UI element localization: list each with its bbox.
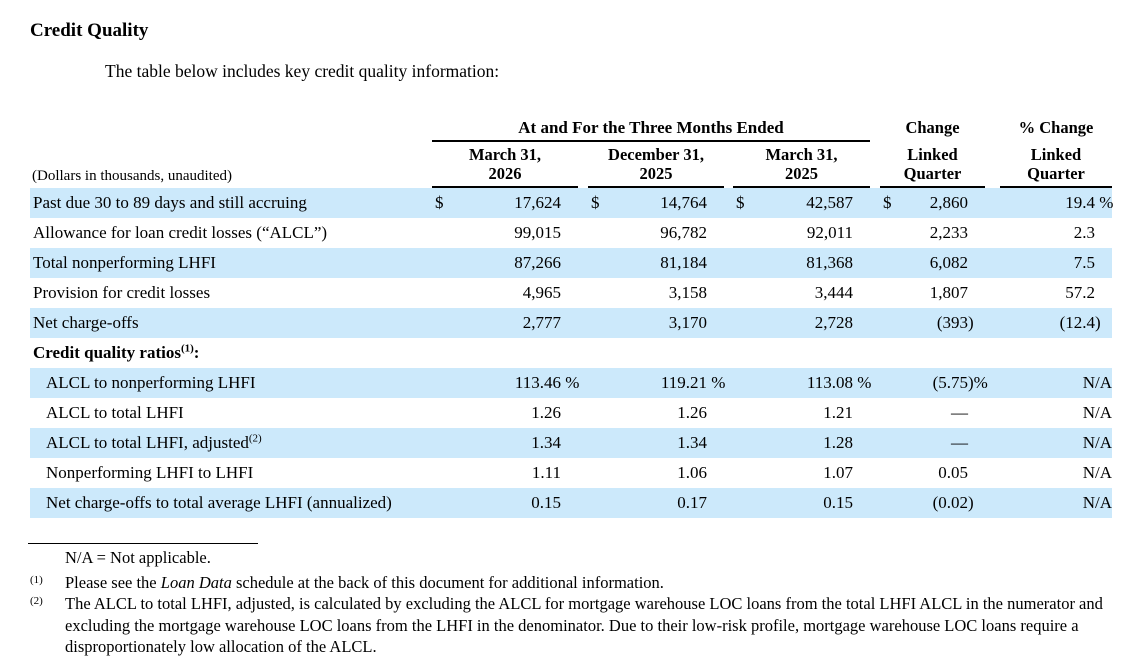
row-label-text: ALCL to total LHFI: [46, 403, 184, 422]
cell-suffix: [968, 428, 985, 458]
currency-symbol: [588, 398, 606, 428]
column-header-mar-2026: March 31, 2026: [432, 145, 578, 188]
cell-suffix: [561, 488, 578, 518]
value-cell: [588, 308, 724, 338]
cell-value: 0.15: [823, 493, 853, 512]
value-cell: [1000, 398, 1112, 428]
cell-value: 1.11: [531, 463, 561, 482]
cell-suffix: [707, 428, 724, 458]
cell-value: 96,782: [660, 223, 707, 242]
currency-symbol: [588, 428, 606, 458]
cell-value: 2,777: [522, 313, 561, 332]
value-cell: [588, 218, 724, 248]
value-cell: [432, 218, 578, 248]
value-cell: [588, 428, 724, 458]
cell-suffix: [1095, 218, 1112, 248]
value-cell: [432, 398, 578, 428]
currency-symbol: $: [736, 193, 745, 212]
value-cell: [880, 218, 985, 248]
footnote-divider: [28, 543, 258, 544]
currency-symbol: [1000, 458, 1018, 488]
footnote-1-marker: (1): [30, 574, 43, 586]
cell-value: 1.34: [677, 433, 707, 452]
currency-symbol: [432, 218, 450, 248]
cell-suffix: %: [853, 373, 872, 392]
pct-change-header: % Change: [1018, 118, 1094, 137]
currency-symbol: [588, 368, 606, 398]
currency-symbol: [733, 458, 751, 488]
table-row: [30, 488, 1112, 518]
cell-suffix: [968, 218, 985, 248]
cell-value: —: [951, 403, 968, 422]
currency-symbol: [588, 248, 606, 278]
currency-symbol: [733, 218, 751, 248]
currency-symbol: [432, 428, 450, 458]
row-label-text: Credit quality ratios: [33, 343, 181, 362]
currency-symbol: [588, 308, 606, 338]
cell-suffix: [968, 188, 985, 218]
value-cell: [880, 188, 985, 218]
currency-symbol: [1000, 188, 1018, 218]
cell-value: 2.3: [1073, 223, 1095, 242]
value-cell: [880, 248, 985, 278]
value-cell: [733, 278, 870, 308]
value-cell: [733, 458, 870, 488]
cell-value: 2,728: [814, 313, 853, 332]
cell-value: 3,444: [814, 283, 853, 302]
value-cell: [880, 278, 985, 308]
cell-suffix: [853, 488, 870, 518]
currency-symbol: [432, 458, 450, 488]
cell-value: (0.02: [932, 493, 968, 512]
group-header: At and For the Three Months Ended: [432, 118, 870, 142]
currency-symbol: [432, 308, 450, 338]
value-cell: [588, 368, 724, 398]
currency-symbol: [880, 278, 898, 308]
cell-suffix: [968, 458, 985, 488]
value-cell: [432, 308, 578, 338]
column-header-pct-change-linked-quarter: Linked Quarter: [1000, 145, 1112, 188]
value-cell: [733, 218, 870, 248]
cell-suffix: [853, 458, 870, 488]
cell-suffix: [968, 398, 985, 428]
currency-symbol: [880, 368, 898, 398]
value-cell: [880, 368, 988, 398]
table-row: [30, 398, 1112, 428]
cell-suffix: [707, 218, 724, 248]
cell-value: (393: [936, 313, 968, 332]
cell-suffix: [1095, 248, 1112, 278]
cell-value: N/A: [1082, 463, 1112, 482]
cell-suffix: %: [1095, 193, 1114, 212]
cell-value: 81,184: [660, 253, 707, 272]
cell-suffix: )%: [968, 373, 988, 392]
cell-value: 7.5: [1073, 253, 1095, 272]
cell-value: 1.21: [823, 403, 853, 422]
value-cell: [880, 398, 985, 428]
currency-symbol: [1000, 368, 1018, 398]
currency-symbol: [733, 278, 751, 308]
cell-value: N/A: [1082, 373, 1112, 392]
value-cell: [733, 428, 870, 458]
cell-suffix: [853, 218, 870, 248]
cell-suffix: [853, 308, 870, 338]
currency-symbol: [1000, 308, 1018, 338]
value-cell: [733, 398, 870, 428]
cell-value: 1.06: [677, 463, 707, 482]
cell-value: 87,266: [514, 253, 561, 272]
currency-symbol: [880, 248, 898, 278]
currency-symbol: [588, 218, 606, 248]
cell-suffix: [968, 278, 985, 308]
cell-value: 0.05: [938, 463, 968, 482]
table-row: [30, 458, 1112, 488]
value-cell: [733, 488, 870, 518]
cell-suffix: [1095, 278, 1112, 308]
cell-value: 92,011: [806, 223, 853, 242]
value-cell: [588, 398, 724, 428]
cell-value: 1.26: [677, 403, 707, 422]
currency-symbol: [1000, 428, 1018, 458]
column-header-dec-2025: December 31, 2025: [588, 145, 724, 188]
cell-value: 42,587: [806, 193, 853, 212]
value-cell: [733, 308, 870, 338]
table-row: [30, 308, 1112, 338]
cell-value: 3,158: [668, 283, 707, 302]
cell-suffix: [707, 398, 724, 428]
cell-suffix: ): [968, 493, 974, 512]
value-cell: [432, 428, 578, 458]
value-cell: [733, 368, 870, 398]
cell-suffix: [707, 278, 724, 308]
cell-suffix: [853, 398, 870, 428]
intro-text: The table below includes key credit quality information:: [105, 61, 500, 81]
currency-symbol: [733, 368, 751, 398]
cell-value: N/A: [1082, 493, 1112, 512]
currency-symbol: [880, 458, 898, 488]
cell-value: 14,764: [660, 193, 707, 212]
footnote-2-text: The ALCL to total LHFI, adjusted, is calculated by excluding the ALCL for mortgage warehouse LOC loans from the total LHFI ALCL in the numerator and excluding the mortgage warehouse LOC loans from the LHFI in the denominator. Due to their low-risk profile, mortgage warehouse LOC loans require a disproportionately low allocation of the ALCL.: [65, 594, 1103, 656]
currency-symbol: [432, 368, 450, 398]
row-label-text: ALCL to nonperforming LHFI: [46, 373, 256, 392]
cell-suffix: [707, 308, 724, 338]
footnote-2: [30, 593, 1116, 658]
cell-suffix: [707, 488, 724, 518]
currency-symbol: [432, 398, 450, 428]
value-cell: [880, 458, 985, 488]
cell-value: 1,807: [929, 283, 968, 302]
cell-value: 1.34: [531, 433, 561, 452]
value-cell: [432, 488, 578, 518]
value-cell: [432, 458, 578, 488]
value-cell: [1000, 278, 1112, 308]
cell-suffix: [853, 248, 870, 278]
cell-value: 2,860: [929, 193, 968, 212]
cell-value: 1.28: [823, 433, 853, 452]
loan-data-reference: Loan Data: [160, 573, 232, 592]
row-label: [30, 248, 432, 278]
cell-suffix: [561, 218, 578, 248]
row-label-text: Net charge-offs: [33, 313, 139, 332]
value-cell: [880, 488, 985, 518]
row-label-text: Allowance for loan credit losses (“ALCL”): [33, 223, 328, 242]
cell-suffix: [561, 398, 578, 428]
cell-suffix: [968, 248, 985, 278]
footnote-1: [30, 572, 1116, 594]
value-cell: [1000, 368, 1112, 398]
currency-symbol: [880, 218, 898, 248]
table-body: [30, 188, 1112, 518]
currency-symbol: [432, 248, 450, 278]
cell-suffix: [561, 188, 578, 218]
cell-value: (12.4: [1059, 313, 1095, 332]
table-row: [30, 278, 1112, 308]
row-label-colon: :: [193, 343, 200, 362]
value-cell: [432, 248, 578, 278]
cell-suffix: ): [1095, 313, 1101, 332]
row-label: [30, 218, 432, 248]
cell-value: (5.75: [932, 373, 968, 392]
currency-symbol: $: [591, 193, 600, 212]
currency-symbol: $: [435, 193, 444, 212]
value-cell: [432, 368, 578, 398]
currency-symbol: $: [883, 193, 892, 212]
currency-symbol: [432, 488, 450, 518]
column-header-mar-2025: March 31, 2025: [733, 145, 870, 188]
cell-value: 2,233: [929, 223, 968, 242]
currency-symbol: [588, 458, 606, 488]
currency-symbol: [1000, 248, 1018, 278]
currency-symbol: [588, 488, 606, 518]
row-label-text: Nonperforming LHFI to LHFI: [46, 463, 254, 482]
value-cell: [1000, 458, 1112, 488]
cell-value: 0.17: [677, 493, 707, 512]
currency-symbol: [733, 308, 751, 338]
value-cell: [733, 248, 870, 278]
value-cell: [588, 248, 724, 278]
table-row: [30, 188, 1112, 218]
table-row: [30, 428, 1112, 458]
cell-value: —: [951, 433, 968, 452]
column-header-change-linked-quarter: Linked Quarter: [880, 145, 985, 188]
row-label-text: Past due 30 to 89 days and still accruing: [33, 193, 307, 212]
row-label: [30, 428, 432, 458]
value-cell: [588, 488, 724, 518]
cell-suffix: [561, 248, 578, 278]
value-cell: [588, 458, 724, 488]
row-label: [30, 398, 432, 428]
value-cell: [1000, 218, 1112, 248]
currency-symbol: [880, 488, 898, 518]
value-cell: [1000, 248, 1112, 278]
cell-suffix: [561, 308, 578, 338]
row-label-text: ALCL to total LHFI, adjusted: [46, 433, 249, 452]
currency-symbol: [588, 278, 606, 308]
cell-suffix: %: [561, 373, 580, 392]
cell-value: 19.4: [1065, 193, 1095, 212]
cell-suffix: [707, 458, 724, 488]
cell-value: 3,170: [668, 313, 707, 332]
cell-value: 1.26: [531, 403, 561, 422]
credit-quality-table: [30, 112, 1112, 518]
table-header-group-row: [30, 112, 1112, 142]
cell-suffix: [561, 428, 578, 458]
value-cell: [432, 278, 578, 308]
cell-suffix: [853, 428, 870, 458]
currency-symbol: [1000, 398, 1018, 428]
cell-value: 57.2: [1065, 283, 1095, 302]
cell-suffix: [561, 278, 578, 308]
value-cell: [1000, 188, 1112, 218]
change-header: Change: [905, 118, 960, 137]
row-label: [30, 458, 432, 488]
value-cell: [1000, 308, 1112, 338]
cell-value: 0.15: [531, 493, 561, 512]
cell-value: N/A: [1082, 433, 1112, 452]
na-note: N/A = Not applicable.: [65, 548, 211, 567]
cell-value: 113.46: [514, 373, 561, 392]
currency-symbol: [733, 398, 751, 428]
footnote-superscript: (2): [248, 432, 262, 445]
footnote-superscript: (1): [180, 342, 194, 355]
currency-symbol: [880, 398, 898, 428]
currency-symbol: [733, 488, 751, 518]
cell-value: 119.21: [660, 373, 707, 392]
cell-value: 81,368: [806, 253, 853, 272]
cell-value: 6,082: [929, 253, 968, 272]
row-label: [30, 488, 432, 518]
value-cell: [880, 308, 985, 338]
row-label-text: Provision for credit losses: [33, 283, 211, 302]
row-label: [30, 188, 432, 218]
value-cell: [588, 278, 724, 308]
units-note: (Dollars in thousands, unaudited): [32, 168, 232, 184]
value-cell: [1000, 488, 1112, 518]
currency-symbol: [1000, 278, 1018, 308]
currency-symbol: [733, 248, 751, 278]
footnote-2-marker: (2): [30, 595, 43, 607]
currency-symbol: [880, 308, 898, 338]
cell-value: 113.08: [806, 373, 853, 392]
currency-symbol: [1000, 218, 1018, 248]
currency-symbol: [432, 278, 450, 308]
table-row: [30, 218, 1112, 248]
cell-suffix: [707, 188, 724, 218]
table-row: [30, 338, 1112, 368]
page-title: Credit Quality: [30, 20, 149, 41]
table-header-columns-row: [30, 145, 1112, 188]
table-row: [30, 368, 1112, 398]
row-label: [30, 308, 432, 338]
cell-value: 4,965: [522, 283, 561, 302]
currency-symbol: [1000, 488, 1018, 518]
footnote-1-text: Please see the Loan Data schedule at the back of this document for additional information.: [65, 573, 664, 592]
cell-value: 17,624: [514, 193, 561, 212]
value-cell: [880, 428, 985, 458]
row-label-text: Net charge-offs to total average LHFI (annualized): [46, 493, 392, 512]
value-cell: [733, 188, 870, 218]
cell-value: N/A: [1082, 403, 1112, 422]
row-label-text: Total nonperforming LHFI: [33, 253, 216, 272]
currency-symbol: [733, 428, 751, 458]
row-label: [30, 338, 432, 368]
cell-suffix: [561, 458, 578, 488]
cell-suffix: %: [707, 373, 726, 392]
row-label: [30, 368, 432, 398]
row-label: [30, 278, 432, 308]
cell-suffix: [707, 248, 724, 278]
cell-value: 99,015: [514, 223, 561, 242]
value-cell: [588, 188, 724, 218]
value-cell: [432, 188, 578, 218]
cell-suffix: [853, 188, 870, 218]
value-cell: [1000, 428, 1112, 458]
currency-symbol: [880, 428, 898, 458]
cell-suffix: [853, 278, 870, 308]
cell-suffix: ): [968, 313, 974, 332]
table-row: [30, 248, 1112, 278]
cell-value: 1.07: [823, 463, 853, 482]
